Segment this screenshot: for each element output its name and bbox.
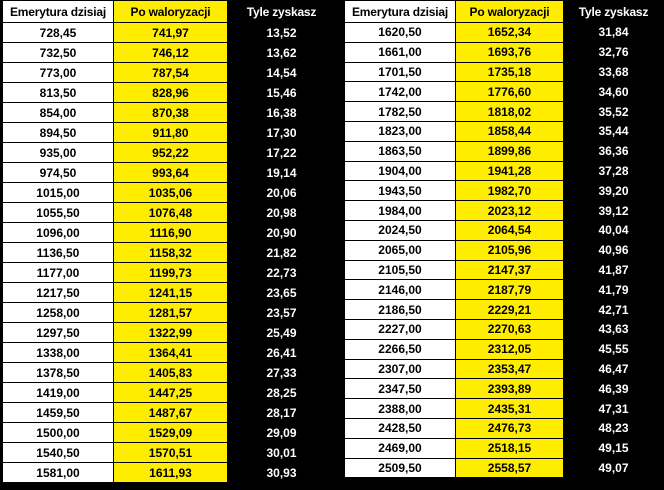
- cell-current-pension: 1338,00: [3, 343, 114, 363]
- table-row: [3, 403, 336, 423]
- cell-current-pension: 1782,50: [345, 102, 456, 122]
- cell-after-indexation: 2023,12: [456, 201, 564, 221]
- cell-current-pension: 2065,00: [345, 240, 456, 260]
- cell-gain: 32,76: [564, 42, 664, 62]
- left-table-panel: [2, 0, 336, 483]
- cell-gain: 35,52: [564, 102, 664, 122]
- cell-current-pension: 1297,50: [3, 323, 114, 343]
- cell-after-indexation: 2064,54: [456, 220, 564, 240]
- cell-current-pension: 2388,00: [345, 399, 456, 419]
- left-table-body: [3, 23, 336, 483]
- table-row: [3, 43, 336, 63]
- pension-table-right: [344, 0, 664, 478]
- table-row: [345, 42, 664, 62]
- cell-gain: 26,41: [228, 343, 336, 363]
- table-row: [345, 319, 664, 339]
- table-row: [345, 379, 664, 399]
- cell-current-pension: 2266,50: [345, 339, 456, 359]
- table-row: [3, 243, 336, 263]
- cell-gain: 46,39: [564, 379, 664, 399]
- table-row: [345, 121, 664, 141]
- cell-current-pension: 1540,50: [3, 443, 114, 463]
- cell-gain: 35,44: [564, 121, 664, 141]
- cell-current-pension: 2146,00: [345, 280, 456, 300]
- cell-after-indexation: 2393,89: [456, 379, 564, 399]
- header-after-indexation: Po waloryzacji: [456, 1, 564, 23]
- table-row: [3, 323, 336, 343]
- cell-current-pension: 1217,50: [3, 283, 114, 303]
- table-row: [345, 280, 664, 300]
- cell-gain: 45,55: [564, 339, 664, 359]
- cell-after-indexation: 911,80: [114, 123, 228, 143]
- cell-current-pension: 1258,00: [3, 303, 114, 323]
- cell-gain: 30,01: [228, 443, 336, 463]
- cell-current-pension: 773,00: [3, 63, 114, 83]
- cell-gain: 19,14: [228, 163, 336, 183]
- cell-after-indexation: 2229,21: [456, 300, 564, 320]
- table-row: [345, 359, 664, 379]
- cell-gain: 23,65: [228, 283, 336, 303]
- cell-gain: 22,73: [228, 263, 336, 283]
- table-row: [345, 260, 664, 280]
- cell-current-pension: 1096,00: [3, 223, 114, 243]
- table-row: [3, 423, 336, 443]
- table-row: [345, 62, 664, 82]
- table-row: [345, 82, 664, 102]
- cell-after-indexation: 1858,44: [456, 121, 564, 141]
- cell-gain: 20,98: [228, 203, 336, 223]
- header-current-pension: Emerytura dzisiaj: [345, 1, 456, 23]
- cell-gain: 29,09: [228, 423, 336, 443]
- cell-gain: 28,25: [228, 383, 336, 403]
- cell-current-pension: 2469,00: [345, 438, 456, 458]
- cell-gain: 27,33: [228, 363, 336, 383]
- cell-after-indexation: 1199,73: [114, 263, 228, 283]
- table-row: [3, 103, 336, 123]
- header-after-indexation: Po waloryzacji: [114, 1, 228, 23]
- cell-current-pension: 935,00: [3, 143, 114, 163]
- cell-current-pension: 1500,00: [3, 423, 114, 443]
- cell-current-pension: 1742,00: [345, 82, 456, 102]
- cell-gain: 49,15: [564, 438, 664, 458]
- table-row: [3, 223, 336, 243]
- cell-current-pension: 2186,50: [345, 300, 456, 320]
- header-row: [345, 1, 664, 23]
- cell-current-pension: 1661,00: [345, 42, 456, 62]
- table-row: [3, 203, 336, 223]
- cell-after-indexation: 1405,83: [114, 363, 228, 383]
- cell-current-pension: 2105,50: [345, 260, 456, 280]
- cell-after-indexation: 1241,15: [114, 283, 228, 303]
- cell-current-pension: 2347,50: [345, 379, 456, 399]
- table-row: [3, 383, 336, 403]
- cell-gain: 46,47: [564, 359, 664, 379]
- cell-current-pension: 1863,50: [345, 141, 456, 161]
- cell-after-indexation: 870,38: [114, 103, 228, 123]
- cell-gain: 36,36: [564, 141, 664, 161]
- cell-after-indexation: 1818,02: [456, 102, 564, 122]
- cell-gain: 41,79: [564, 280, 664, 300]
- cell-after-indexation: 1693,76: [456, 42, 564, 62]
- cell-gain: 34,60: [564, 82, 664, 102]
- cell-after-indexation: 1652,34: [456, 23, 564, 43]
- cell-after-indexation: 2147,37: [456, 260, 564, 280]
- cell-gain: 40,96: [564, 240, 664, 260]
- cell-current-pension: 1943,50: [345, 181, 456, 201]
- cell-gain: 21,82: [228, 243, 336, 263]
- cell-current-pension: 1136,50: [3, 243, 114, 263]
- cell-gain: 20,90: [228, 223, 336, 243]
- cell-gain: 30,93: [228, 463, 336, 483]
- table-row: [3, 123, 336, 143]
- table-row: [3, 263, 336, 283]
- cell-current-pension: 1378,50: [3, 363, 114, 383]
- cell-gain: 41,87: [564, 260, 664, 280]
- cell-gain: 23,57: [228, 303, 336, 323]
- cell-after-indexation: 2558,57: [456, 458, 564, 478]
- cell-after-indexation: 2312,05: [456, 339, 564, 359]
- table-row: [3, 283, 336, 303]
- cell-current-pension: 2227,00: [345, 319, 456, 339]
- cell-current-pension: 2307,00: [345, 359, 456, 379]
- cell-current-pension: 1904,00: [345, 161, 456, 181]
- cell-after-indexation: 828,96: [114, 83, 228, 103]
- cell-after-indexation: 1447,25: [114, 383, 228, 403]
- cell-current-pension: 2024,50: [345, 220, 456, 240]
- table-row: [345, 201, 664, 221]
- cell-current-pension: 813,50: [3, 83, 114, 103]
- cell-after-indexation: 2476,73: [456, 418, 564, 438]
- cell-current-pension: 728,45: [3, 23, 114, 43]
- cell-current-pension: 1459,50: [3, 403, 114, 423]
- table-row: [345, 23, 664, 43]
- cell-current-pension: 732,50: [3, 43, 114, 63]
- cell-gain: 40,04: [564, 220, 664, 240]
- cell-after-indexation: 1035,06: [114, 183, 228, 203]
- cell-gain: 25,49: [228, 323, 336, 343]
- cell-after-indexation: 1611,93: [114, 463, 228, 483]
- cell-after-indexation: 952,22: [114, 143, 228, 163]
- cell-current-pension: 1055,50: [3, 203, 114, 223]
- cell-gain: 15,46: [228, 83, 336, 103]
- cell-gain: 43,63: [564, 319, 664, 339]
- cell-gain: 49,07: [564, 458, 664, 478]
- table-row: [3, 23, 336, 43]
- cell-gain: 13,52: [228, 23, 336, 43]
- cell-current-pension: 1620,50: [345, 23, 456, 43]
- cell-gain: 28,17: [228, 403, 336, 423]
- cell-after-indexation: 1281,57: [114, 303, 228, 323]
- cell-gain: 47,31: [564, 399, 664, 419]
- cell-after-indexation: 1982,70: [456, 181, 564, 201]
- cell-gain: 13,62: [228, 43, 336, 63]
- table-row: [345, 418, 664, 438]
- cell-after-indexation: 1322,99: [114, 323, 228, 343]
- cell-after-indexation: 1941,28: [456, 161, 564, 181]
- cell-after-indexation: 1899,86: [456, 141, 564, 161]
- table-row: [3, 63, 336, 83]
- cell-gain: 39,12: [564, 201, 664, 221]
- table-row: [3, 343, 336, 363]
- table-row: [345, 458, 664, 478]
- cell-after-indexation: 2518,15: [456, 438, 564, 458]
- cell-gain: 37,28: [564, 161, 664, 181]
- cell-gain: 31,84: [564, 23, 664, 43]
- cell-current-pension: 1984,00: [345, 201, 456, 221]
- cell-current-pension: 854,00: [3, 103, 114, 123]
- table-row: [345, 300, 664, 320]
- cell-after-indexation: 1735,18: [456, 62, 564, 82]
- cell-after-indexation: 1116,90: [114, 223, 228, 243]
- table-row: [345, 438, 664, 458]
- cell-after-indexation: 2105,96: [456, 240, 564, 260]
- cell-current-pension: 1177,00: [3, 263, 114, 283]
- cell-current-pension: 1015,00: [3, 183, 114, 203]
- cell-after-indexation: 1570,51: [114, 443, 228, 463]
- cell-after-indexation: 1487,67: [114, 403, 228, 423]
- cell-after-indexation: 2353,47: [456, 359, 564, 379]
- table-row: [3, 463, 336, 483]
- table-row: [345, 339, 664, 359]
- table-row: [3, 303, 336, 323]
- table-row: [345, 181, 664, 201]
- table-row: [345, 399, 664, 419]
- table-row: [3, 143, 336, 163]
- header-current-pension: Emerytura dzisiaj: [3, 1, 114, 23]
- cell-gain: 42,71: [564, 300, 664, 320]
- right-table-panel: [344, 0, 664, 478]
- cell-current-pension: 1823,00: [345, 121, 456, 141]
- cell-gain: 20,06: [228, 183, 336, 203]
- cell-after-indexation: 993,64: [114, 163, 228, 183]
- cell-after-indexation: 1158,32: [114, 243, 228, 263]
- cell-current-pension: 974,50: [3, 163, 114, 183]
- header-gain: Tyle zyskasz: [228, 1, 336, 23]
- table-row: [3, 183, 336, 203]
- table-row: [3, 83, 336, 103]
- pension-table-left: [2, 0, 336, 483]
- table-row: [345, 240, 664, 260]
- cell-after-indexation: 1776,60: [456, 82, 564, 102]
- cell-after-indexation: 2270,63: [456, 319, 564, 339]
- table-row: [345, 161, 664, 181]
- table-row: [3, 363, 336, 383]
- cell-current-pension: 1419,00: [3, 383, 114, 403]
- cell-after-indexation: 2187,79: [456, 280, 564, 300]
- table-row: [345, 102, 664, 122]
- cell-after-indexation: 741,97: [114, 23, 228, 43]
- cell-gain: 17,30: [228, 123, 336, 143]
- cell-current-pension: 2509,50: [345, 458, 456, 478]
- cell-gain: 17,22: [228, 143, 336, 163]
- cell-after-indexation: 1076,48: [114, 203, 228, 223]
- cell-current-pension: 894,50: [3, 123, 114, 143]
- cell-gain: 14,54: [228, 63, 336, 83]
- cell-after-indexation: 1529,09: [114, 423, 228, 443]
- right-table-body: [345, 23, 664, 478]
- cell-after-indexation: 2435,31: [456, 399, 564, 419]
- table-row: [345, 220, 664, 240]
- cell-current-pension: 1701,50: [345, 62, 456, 82]
- cell-after-indexation: 787,54: [114, 63, 228, 83]
- cell-after-indexation: 746,12: [114, 43, 228, 63]
- cell-current-pension: 2428,50: [345, 418, 456, 438]
- table-row: [3, 163, 336, 183]
- cell-gain: 16,38: [228, 103, 336, 123]
- cell-current-pension: 1581,00: [3, 463, 114, 483]
- cell-after-indexation: 1364,41: [114, 343, 228, 363]
- table-row: [3, 443, 336, 463]
- cell-gain: 48,23: [564, 418, 664, 438]
- cell-gain: 39,20: [564, 181, 664, 201]
- header-gain: Tyle zyskasz: [564, 1, 664, 23]
- header-row: [3, 1, 336, 23]
- cell-gain: 33,68: [564, 62, 664, 82]
- table-row: [345, 141, 664, 161]
